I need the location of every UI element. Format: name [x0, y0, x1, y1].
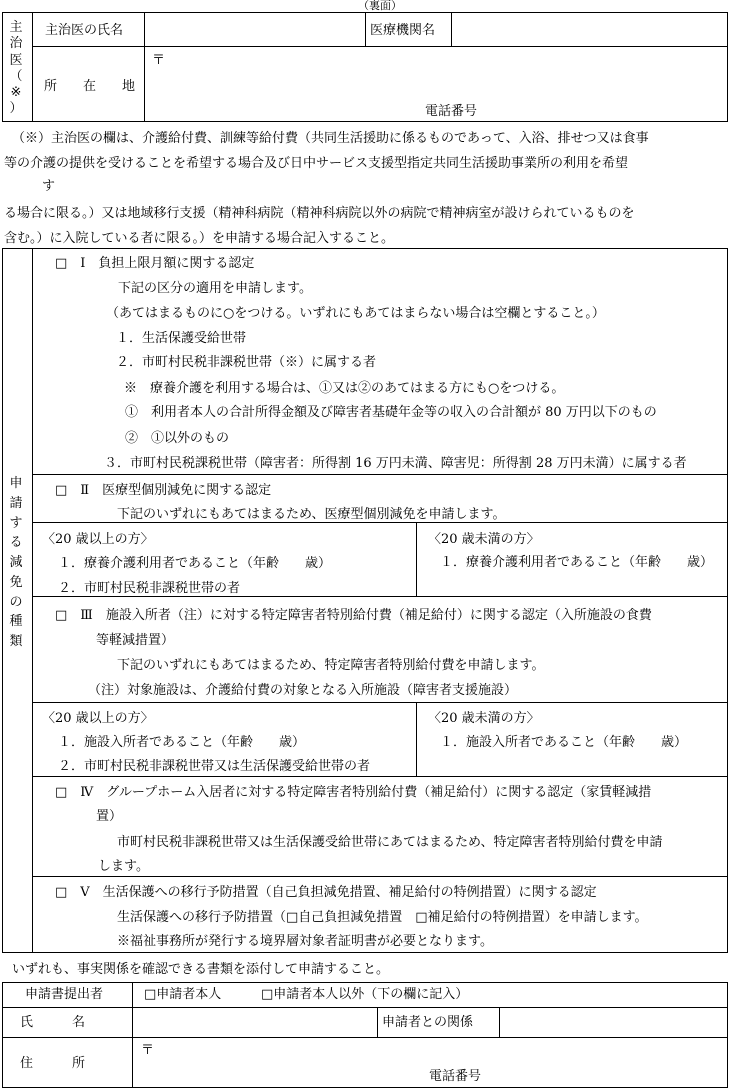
relation-field[interactable] — [502, 1010, 725, 1034]
physician-section-label-char: ※ — [10, 85, 22, 100]
submitter-postal-mark: 〒 — [141, 1043, 155, 1058]
relation-label: 申請者との関係 — [382, 1015, 474, 1030]
physician-section-label — [9, 20, 23, 118]
reduction-type-label-char: 類 — [9, 634, 23, 649]
physician-name-field[interactable] — [146, 15, 362, 43]
institution-name-field[interactable] — [453, 15, 725, 43]
reduction-type-label — [9, 474, 23, 652]
reduction-type-label-char: る — [9, 535, 23, 551]
reduction-type-label-char: 減 — [9, 555, 23, 570]
submitter-name-label: 氏 名 — [20, 1015, 86, 1030]
reduction-type-label-char: の — [9, 594, 23, 610]
physician-section-label-char: （ — [9, 68, 23, 84]
submitter-label: 申請書提出者 — [25, 987, 104, 1002]
reduction-type-label-char: 種 — [9, 614, 23, 630]
reduction-type-label-char: 申 — [9, 476, 23, 491]
physician-name-label: 主治医の氏名 — [45, 23, 124, 38]
section-4-checkbox-title[interactable]: □ Ⅳ グループホーム入居者に対する特定障害者特別給付費（補足給付）に関する認定（家賃軽減措 — [55, 785, 652, 800]
submitter-address-field[interactable] — [160, 1042, 725, 1066]
section-3-checkbox-title[interactable]: □ Ⅲ 施設入所者（注）に対する特定障害者特別給付費（補足給付）に関する認定（入所施設の食費 — [55, 608, 652, 623]
section-2-checkbox-title[interactable]: □ Ⅱ 医療型個別減免に関する認定 — [55, 483, 272, 498]
attach-note: いずれも、事実関係を確認できる書類を添付して申請すること。 — [12, 962, 390, 977]
phone-label: 電話番号 — [425, 104, 478, 119]
reduction-type-label-char: す — [9, 515, 23, 531]
submitter-name-field[interactable] — [135, 1010, 374, 1034]
back-side-label: （裏面） — [358, 0, 402, 12]
physician-section-label-char: 主 — [9, 20, 23, 35]
reduction-type-label-char: 請 — [9, 495, 23, 511]
submitter-self-option[interactable]: □申請者本人 — [144, 987, 222, 1002]
postal-mark: 〒 — [152, 53, 166, 68]
institution-label: 医療機関名 — [370, 23, 436, 38]
physician-section-label-char: 医 — [9, 52, 23, 68]
submitter-address-label: 住 所 — [20, 1056, 86, 1071]
submitter-phone-label: 電話番号 — [429, 1069, 482, 1084]
physician-address-field[interactable] — [170, 50, 725, 98]
physician-section-label-char: 治 — [9, 36, 23, 52]
physician-section-label-char: ） — [9, 101, 23, 117]
reduction-type-label-char: 免 — [9, 574, 23, 590]
section-5-checkbox-title[interactable]: □ Ⅴ 生活保護への移行予防措置（自己負担減免措置、補足給付の特例措置）に関する認定 — [55, 885, 597, 900]
submitter-other-option[interactable]: □申請者本人以外（下の欄に記入） — [261, 987, 469, 1002]
location-label: 所 在 地 — [44, 79, 136, 94]
section-1-checkbox-title[interactable]: □ Ⅰ 負担上限月額に関する認定 — [55, 256, 255, 271]
